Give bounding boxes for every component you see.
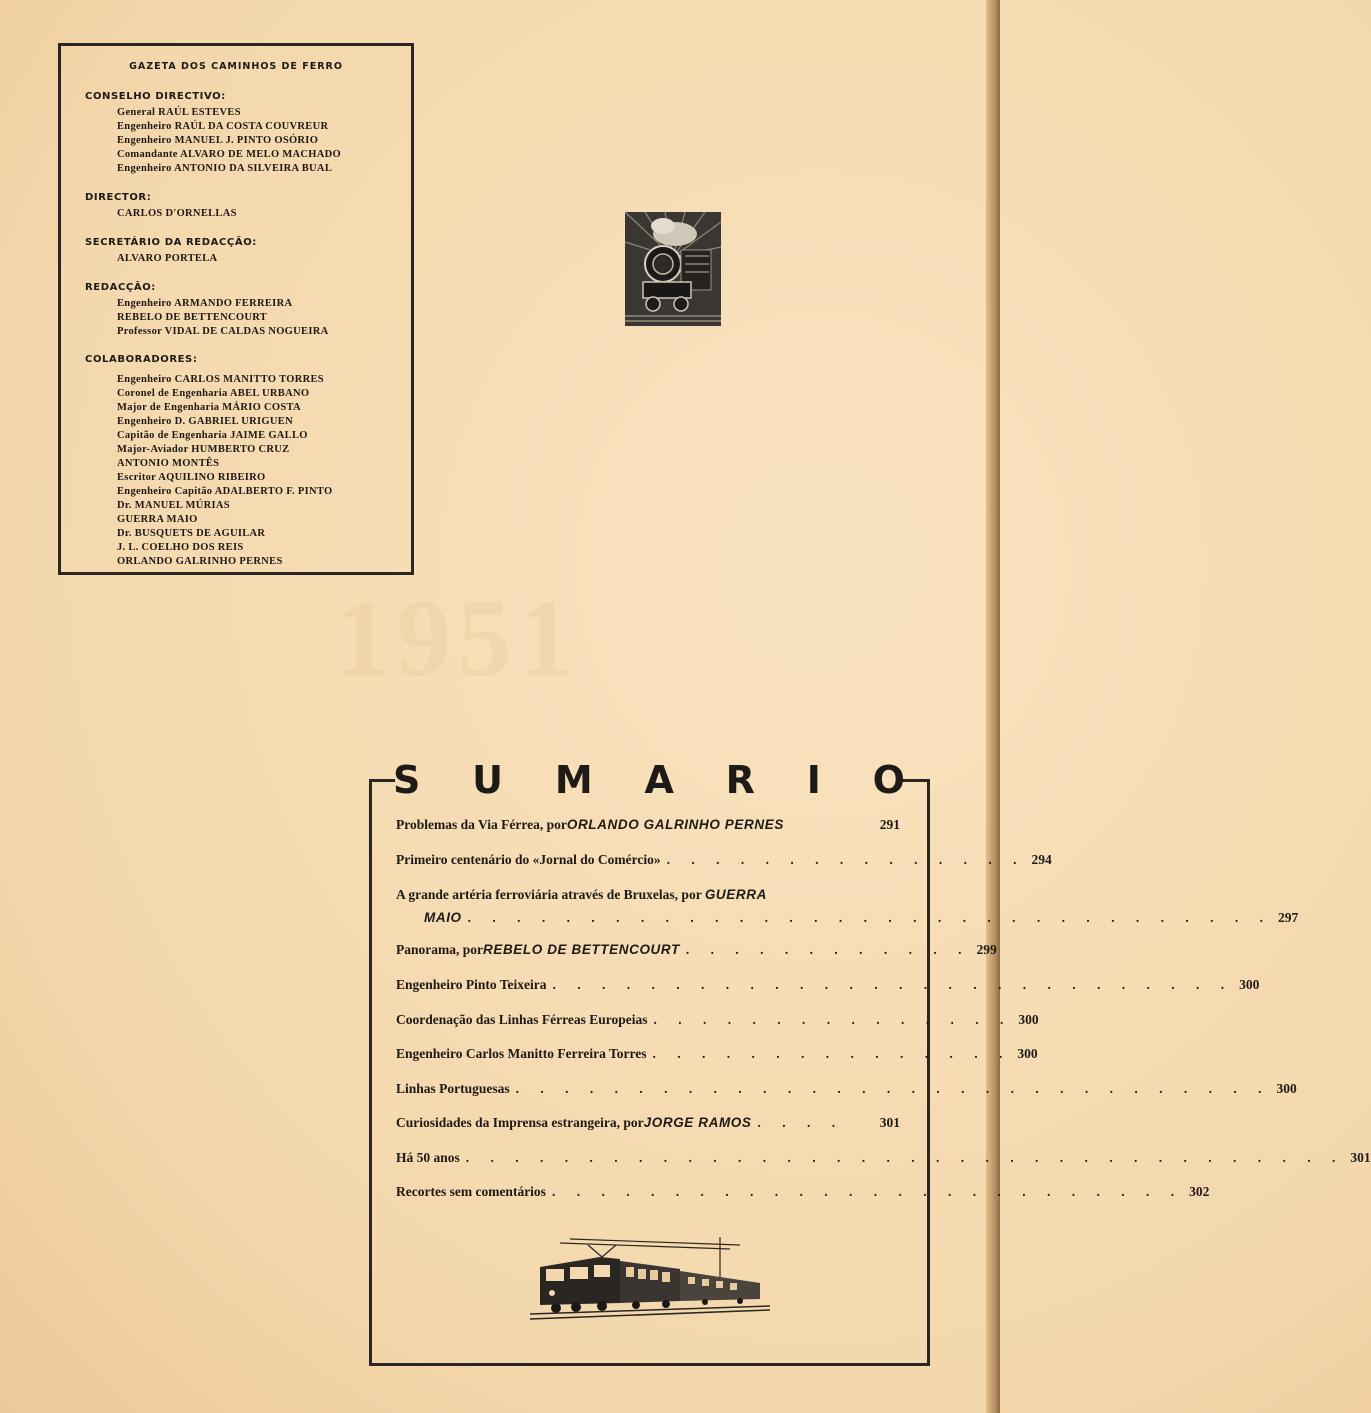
toc-entry[interactable] xyxy=(396,815,900,835)
section-director xyxy=(61,191,411,221)
toc-entry[interactable] xyxy=(396,885,1299,928)
toc-page-number: 291 xyxy=(879,817,900,832)
staff-line: GUERRA MAIO xyxy=(117,514,198,525)
staff-line: Engenheiro ARMANDO FERREIRA xyxy=(117,298,293,309)
section-heading: CONSELHO DIRECTIVO: xyxy=(85,91,226,102)
toc-entry-title: A grande artéria ferroviária através de Bruxelas, por xyxy=(396,887,705,902)
toc-entry-title: Primeiro centenário do «Jornal do Comércio» xyxy=(396,852,661,867)
staff-line: Engenheiro RAÚL DA COSTA COUVREUR xyxy=(117,121,329,132)
toc-entry[interactable] xyxy=(396,1044,1038,1064)
toc-page-number: 301 xyxy=(1350,1150,1371,1165)
toc-entry[interactable] xyxy=(396,940,997,960)
toc-leader-dots: . . . . . . . . . . . . xyxy=(685,942,971,957)
toc-page-number: 300 xyxy=(1239,977,1260,992)
toc-entry-author: REBELO DE BETTENCOURT xyxy=(483,942,680,957)
toc-page-number: 300 xyxy=(1276,1081,1297,1096)
sumario-letter: O xyxy=(872,758,905,802)
toc-entry-title: Há 50 anos xyxy=(396,1150,460,1165)
section-colaboradores xyxy=(61,353,411,569)
toc-leader-dots: . . . . . . . . . . . . . . . xyxy=(653,1012,1013,1027)
toc-entry-title: Coordenação das Linhas Férreas Europeias xyxy=(396,1012,648,1027)
toc-entry-author: MAIO xyxy=(424,910,462,925)
staff-line: Engenheiro ANTONIO DA SILVEIRA BUAL xyxy=(117,163,333,174)
steam-locomotive-engraving xyxy=(625,212,721,326)
staff-line: Dr. MANUEL MÚRIAS xyxy=(117,500,230,511)
sumario-letter: U xyxy=(472,758,504,802)
toc-entry[interactable] xyxy=(396,1079,1297,1099)
section-heading: COLABORADORES: xyxy=(85,354,198,365)
staff-line: Capitão de Engenharia JAIME GALLO xyxy=(117,430,308,441)
toc-page-number: 300 xyxy=(1018,1012,1039,1027)
section-conselho-directivo xyxy=(61,90,411,176)
masthead-title: GAZETA DOS CAMINHOS DE FERRO xyxy=(129,61,343,72)
sumario-letter: A xyxy=(644,758,674,802)
staff-line: ALVARO PORTELA xyxy=(117,253,218,264)
toc-leader-dots: . . . . xyxy=(757,1115,845,1130)
staff-line: REBELO DE BETTENCOURT xyxy=(117,312,268,323)
toc-leader-dots: . . . . . . . . . . . . . . . xyxy=(666,852,1026,867)
toc-entry-title: Recortes sem comentários xyxy=(396,1184,546,1199)
toc-entry[interactable] xyxy=(396,850,1052,870)
electric-train-illustration xyxy=(530,1235,770,1320)
toc-page-number: 302 xyxy=(1189,1184,1210,1199)
staff-line: J. L. COELHO DOS REIS xyxy=(117,542,244,553)
toc-entry-title: Panorama, por xyxy=(396,942,483,957)
staff-line: CARLOS D'ORNELLAS xyxy=(117,208,237,219)
section-secretario xyxy=(61,236,411,266)
section-heading: DIRECTOR: xyxy=(85,192,152,203)
staff-line: Engenheiro CARLOS MANITTO TORRES xyxy=(117,374,324,385)
toc-page-number: 301 xyxy=(879,1115,900,1130)
toc-entry-title: Linhas Portuguesas xyxy=(396,1081,510,1096)
toc-entry[interactable] xyxy=(396,975,1260,995)
masthead-box xyxy=(58,43,414,575)
sumario-letter: M xyxy=(554,758,593,802)
toc-leader-dots: . . . . . . . . . . . . . . . . . . . . . . . . . . . . . . . . . xyxy=(467,910,1273,925)
toc-entry[interactable] xyxy=(396,1182,1210,1202)
toc-page-number: 299 xyxy=(976,942,997,957)
staff-line: Major-Aviador HUMBERTO CRUZ xyxy=(117,444,290,455)
staff-line: Dr. BUSQUETS DE AGUILAR xyxy=(117,528,266,539)
toc-entry-title: Problemas da Via Férrea, por xyxy=(396,817,567,832)
staff-line: Professor VIDAL DE CALDAS NOGUEIRA xyxy=(117,326,329,337)
toc-entry-author: ORLANDO GALRINHO PERNES xyxy=(566,817,784,832)
toc-page-number: 297 xyxy=(1278,910,1299,925)
section-heading: SECRETÁRIO DA REDACÇÃO: xyxy=(85,237,257,248)
staff-line: Engenheiro MANUEL J. PINTO OSÓRIO xyxy=(117,135,319,146)
sumario-letter: S xyxy=(393,758,421,802)
toc-leader-dots: . . . . . . . . . . . . . . . . . . . . . . . . . . . . . . . xyxy=(515,1081,1271,1096)
staff-line: Escritor AQUILINO RIBEIRO xyxy=(117,472,266,483)
toc-page-number: 294 xyxy=(1031,852,1052,867)
staff-line: Major de Engenharia MÁRIO COSTA xyxy=(117,402,301,413)
toc-page-number: 300 xyxy=(1017,1046,1038,1061)
section-redaccao xyxy=(61,281,411,339)
toc-entry-author: JORGE RAMOS xyxy=(643,1115,752,1130)
staff-line: ANTONIO MONTÊS xyxy=(117,458,220,469)
toc-leader-dots: . . . . . . . . . . . . . . . . . . . . . . . . . . . . . . . . . . . . xyxy=(465,1150,1345,1165)
toc-entry-title: Engenheiro Pinto Teixeira xyxy=(396,977,547,992)
staff-line: ORLANDO GALRINHO PERNES xyxy=(117,556,283,567)
toc-leader-dots: . . . . . . . . . . . . . . . xyxy=(652,1046,1012,1061)
toc-entry[interactable] xyxy=(396,1148,1371,1168)
toc-leader-dots: . . . . . . . . . . . . . . . . . . . . . . . . . . xyxy=(551,1184,1184,1199)
faint-watermark: 1951 xyxy=(335,577,579,699)
staff-line: Coronel de Engenharia ABEL URBANO xyxy=(117,388,310,399)
toc-entry-title: Engenheiro Carlos Manitto Ferreira Torres xyxy=(396,1046,647,1061)
toc-leader-dots: . . . . . . . . . . . . . . . . . . . . . . . . . . . . xyxy=(552,977,1234,992)
sumario-letter: I xyxy=(806,758,821,802)
toc-entry[interactable] xyxy=(396,1113,900,1133)
toc-entry[interactable] xyxy=(396,1010,1039,1030)
staff-line: Engenheiro D. GABRIEL URIGUEN xyxy=(117,416,293,427)
section-heading: REDACÇÃO: xyxy=(85,282,156,293)
staff-line: Comandante ALVARO DE MELO MACHADO xyxy=(117,149,342,160)
toc-entry-title: Curiosidades da Imprensa estrangeira, por xyxy=(396,1115,644,1130)
staff-line: Engenheiro Capitão ADALBERTO F. PINTO xyxy=(117,486,333,497)
staff-line: General RAÚL ESTEVES xyxy=(117,107,241,118)
toc-entry-author: GUERRA xyxy=(704,887,767,902)
sumario-letter: R xyxy=(725,758,755,802)
